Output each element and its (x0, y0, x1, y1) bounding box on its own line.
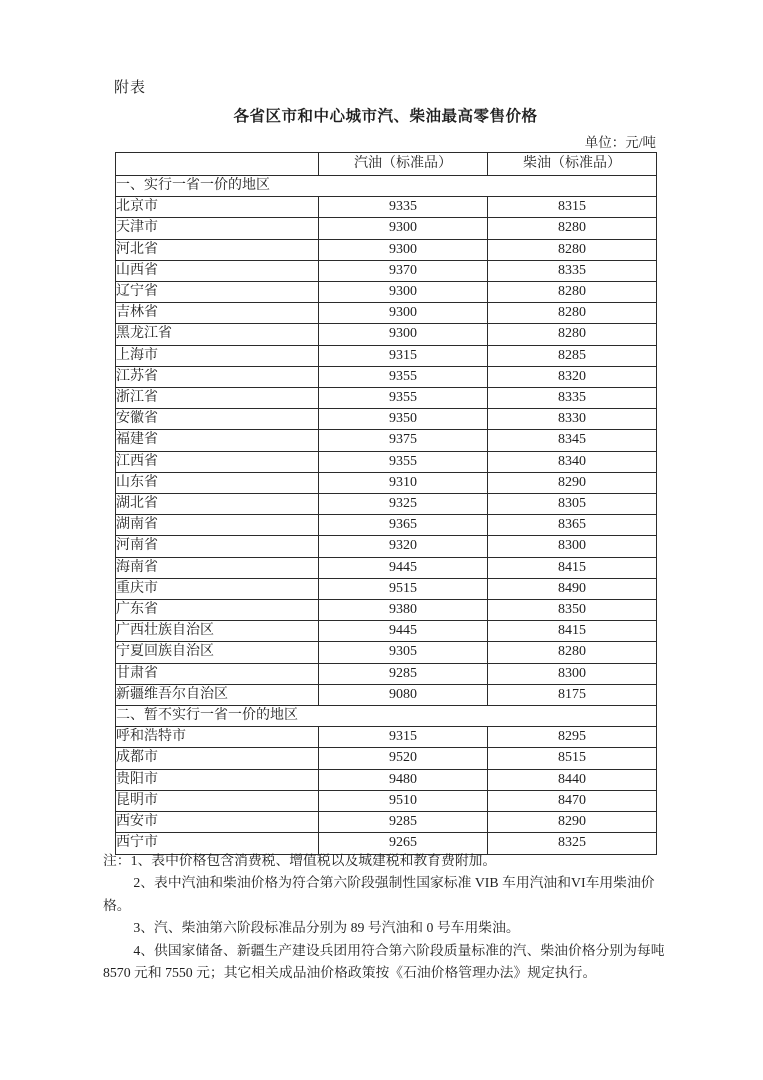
table-row (116, 600, 657, 621)
table-row (116, 727, 657, 748)
gasoline-price-cell: 9315 (319, 727, 488, 748)
diesel-price-cell: 8415 (488, 557, 657, 578)
diesel-price-cell: 8335 (488, 388, 657, 409)
region-cell: 江西省 (116, 451, 319, 472)
table-row (116, 663, 657, 684)
section-header: 一、实行一省一价的地区 (116, 176, 657, 197)
unit-label: 单位：元/吨 (584, 135, 656, 150)
diesel-column-header: 柴油（标准品） (488, 153, 657, 176)
attachment-label: 附表 (114, 80, 147, 96)
diesel-price-cell: 8280 (488, 239, 657, 260)
diesel-price-cell: 8280 (488, 324, 657, 345)
region-cell: 北京市 (116, 197, 319, 218)
table-row (116, 515, 657, 536)
diesel-price-cell: 8305 (488, 494, 657, 515)
note-item: 2、表中汽油和柴油价格为符合第六阶段强制性国家标准 VIB 车用汽油和VI车用柴油价格。 (103, 875, 655, 913)
gasoline-price-cell: 9445 (319, 557, 488, 578)
gasoline-price-cell: 9285 (319, 812, 488, 833)
diesel-price-cell: 8515 (488, 748, 657, 769)
diesel-price-cell: 8280 (488, 282, 657, 303)
table-row (116, 366, 657, 387)
gasoline-price-cell: 9515 (319, 578, 488, 599)
region-cell: 江苏省 (116, 366, 319, 387)
region-cell: 山东省 (116, 472, 319, 493)
region-cell: 黑龙江省 (116, 324, 319, 345)
gasoline-price-cell: 9355 (319, 451, 488, 472)
table-row (116, 218, 657, 239)
gasoline-column-header: 汽油（标准品） (319, 153, 488, 176)
table-row (116, 557, 657, 578)
region-cell: 甘肃省 (116, 663, 319, 684)
diesel-price-cell: 8280 (488, 303, 657, 324)
region-cell: 新疆维吾尔自治区 (116, 684, 319, 705)
table-row (116, 621, 657, 642)
gasoline-price-cell: 9305 (319, 642, 488, 663)
gasoline-price-cell: 9510 (319, 790, 488, 811)
region-cell: 广西壮族自治区 (116, 621, 319, 642)
table-row (116, 239, 657, 260)
notes (103, 850, 665, 984)
gasoline-price-cell: 9300 (319, 239, 488, 260)
table-row (116, 494, 657, 515)
diesel-price-cell: 8290 (488, 812, 657, 833)
gasoline-price-cell: 9325 (319, 494, 488, 515)
section-header-row (116, 176, 657, 197)
region-cell: 贵阳市 (116, 769, 319, 790)
region-cell: 西安市 (116, 812, 319, 833)
region-cell: 辽宁省 (116, 282, 319, 303)
gasoline-price-cell: 9315 (319, 345, 488, 366)
gasoline-price-cell: 9300 (319, 324, 488, 345)
table-row (116, 303, 657, 324)
diesel-price-cell: 8365 (488, 515, 657, 536)
price-table-body (116, 176, 657, 855)
diesel-price-cell: 8440 (488, 769, 657, 790)
gasoline-price-cell: 9300 (319, 218, 488, 239)
diesel-price-cell: 8490 (488, 578, 657, 599)
diesel-price-cell: 8300 (488, 536, 657, 557)
region-cell: 广东省 (116, 600, 319, 621)
table-row (116, 388, 657, 409)
gasoline-price-cell: 9520 (319, 748, 488, 769)
region-cell: 重庆市 (116, 578, 319, 599)
diesel-price-cell: 8280 (488, 642, 657, 663)
gasoline-price-cell: 9375 (319, 430, 488, 451)
gasoline-price-cell: 9285 (319, 663, 488, 684)
diesel-price-cell: 8285 (488, 345, 657, 366)
region-cell: 呼和浩特市 (116, 727, 319, 748)
table-row (116, 642, 657, 663)
price-table (115, 152, 657, 855)
diesel-price-cell: 8330 (488, 409, 657, 430)
region-cell: 海南省 (116, 557, 319, 578)
region-cell: 湖南省 (116, 515, 319, 536)
table-row (116, 430, 657, 451)
diesel-price-cell: 8325 (488, 833, 657, 854)
region-cell: 西宁市 (116, 833, 319, 854)
gasoline-price-cell: 9355 (319, 388, 488, 409)
gasoline-price-cell: 9445 (319, 621, 488, 642)
table-row (116, 197, 657, 218)
gasoline-price-cell: 9320 (319, 536, 488, 557)
region-cell: 河南省 (116, 536, 319, 557)
gasoline-price-cell: 9300 (319, 303, 488, 324)
gasoline-price-cell: 9300 (319, 282, 488, 303)
table-row (116, 812, 657, 833)
region-cell: 昆明市 (116, 790, 319, 811)
diesel-price-cell: 8175 (488, 684, 657, 705)
note-item: 4、供国家储备、新疆生产建设兵团用符合第六阶段质量标准的汽、柴油价格分别为每吨 8570 元和 7550 元；其它相关成品油价格政策按《石油价格管理办法》规定执行。 (103, 942, 665, 981)
region-cell: 浙江省 (116, 388, 319, 409)
region-cell: 吉林省 (116, 303, 319, 324)
diesel-price-cell: 8320 (488, 366, 657, 387)
section-header: 二、暂不实行一省一价的地区 (116, 706, 657, 727)
region-cell: 山西省 (116, 260, 319, 281)
table-row (116, 536, 657, 557)
diesel-price-cell: 8315 (488, 197, 657, 218)
diesel-price-cell: 8300 (488, 663, 657, 684)
region-cell: 福建省 (116, 430, 319, 451)
region-cell: 上海市 (116, 345, 319, 366)
gasoline-price-cell: 9265 (319, 833, 488, 854)
table-row (116, 282, 657, 303)
document-title: 各省区市和中心城市汽、柴油最高零售价格 (233, 108, 538, 125)
note-item: 注：1、表中价格包含消费税、增值税以及城建税和教育费附加。 (103, 853, 497, 868)
region-cell: 宁夏回族自治区 (116, 642, 319, 663)
diesel-price-cell: 8415 (488, 621, 657, 642)
table-row (116, 472, 657, 493)
table-row (116, 790, 657, 811)
gasoline-price-cell: 9365 (319, 515, 488, 536)
region-cell: 安徽省 (116, 409, 319, 430)
region-cell: 河北省 (116, 239, 319, 260)
table-row (116, 769, 657, 790)
diesel-price-cell: 8280 (488, 218, 657, 239)
gasoline-price-cell: 9380 (319, 600, 488, 621)
table-row (116, 260, 657, 281)
diesel-price-cell: 8345 (488, 430, 657, 451)
region-column-header (116, 153, 319, 176)
table-row (116, 409, 657, 430)
gasoline-price-cell: 9350 (319, 409, 488, 430)
gasoline-price-cell: 9080 (319, 684, 488, 705)
note-item: 3、汽、柴油第六阶段标准品分别为 89 号汽油和 0 号车用柴油。 (133, 920, 520, 936)
table-row (116, 748, 657, 769)
region-cell: 成都市 (116, 748, 319, 769)
diesel-price-cell: 8335 (488, 260, 657, 281)
diesel-price-cell: 8290 (488, 472, 657, 493)
region-cell: 湖北省 (116, 494, 319, 515)
table-row (116, 324, 657, 345)
diesel-price-cell: 8295 (488, 727, 657, 748)
table-row (116, 578, 657, 599)
table-row (116, 684, 657, 705)
gasoline-price-cell: 9310 (319, 472, 488, 493)
diesel-price-cell: 8350 (488, 600, 657, 621)
section-header-row (116, 706, 657, 727)
region-cell: 天津市 (116, 218, 319, 239)
gasoline-price-cell: 9480 (319, 769, 488, 790)
diesel-price-cell: 8340 (488, 451, 657, 472)
gasoline-price-cell: 9355 (319, 366, 488, 387)
table-row (116, 345, 657, 366)
diesel-price-cell: 8470 (488, 790, 657, 811)
table-header-row (116, 153, 657, 176)
gasoline-price-cell: 9370 (319, 260, 488, 281)
gasoline-price-cell: 9335 (319, 197, 488, 218)
table-row (116, 451, 657, 472)
